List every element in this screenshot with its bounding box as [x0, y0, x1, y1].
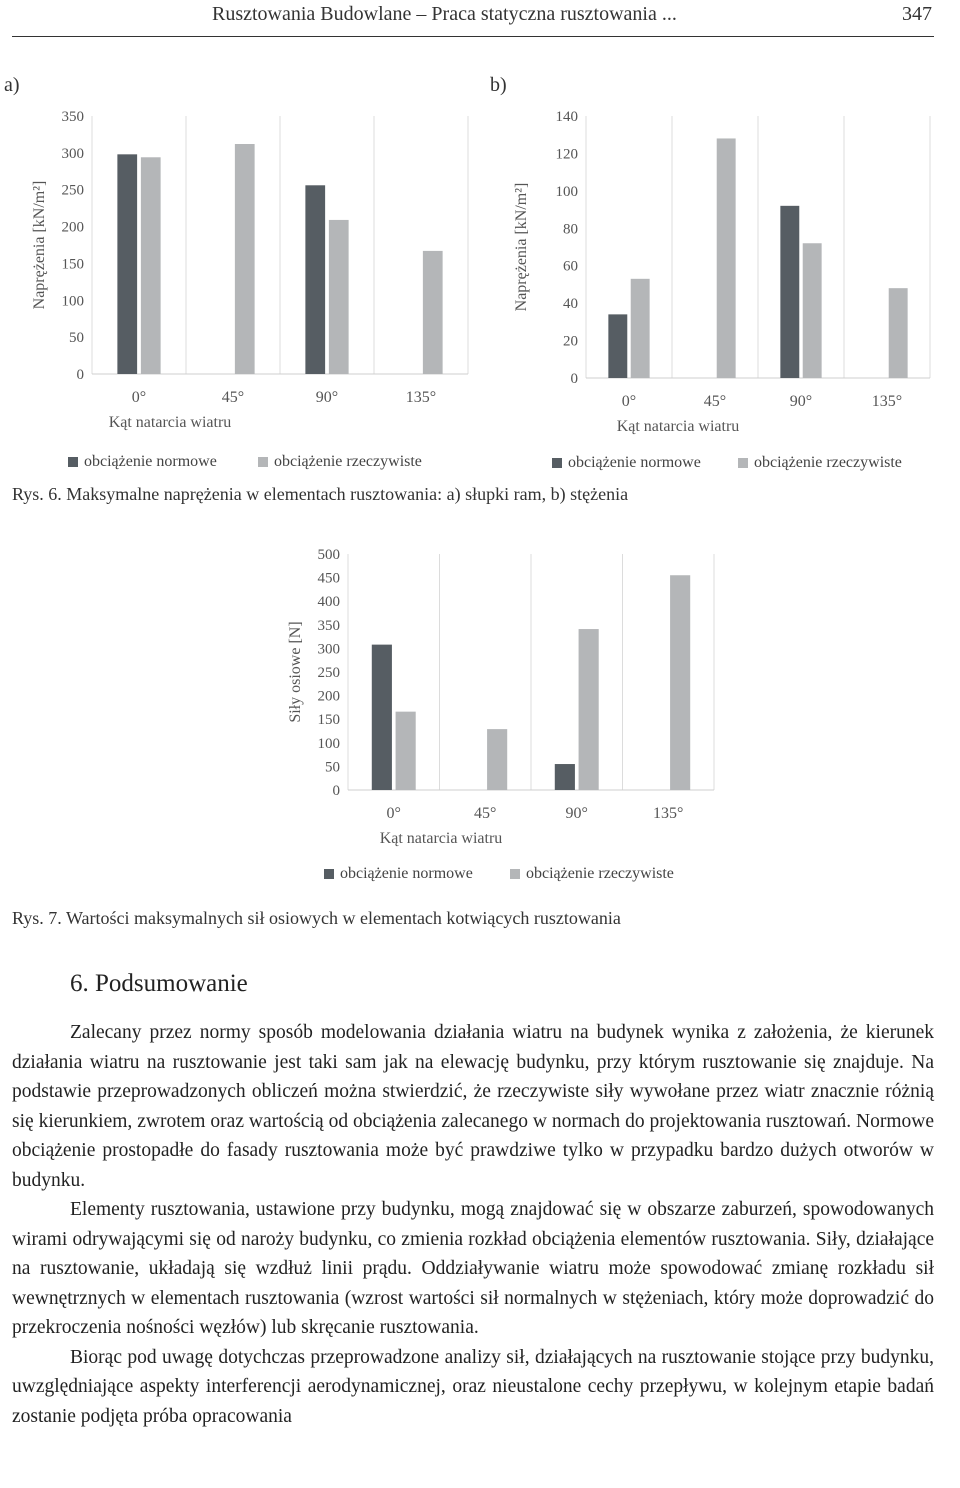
bar-rzeczywiste: [487, 729, 507, 790]
chart-b-bracing-stresses: [508, 96, 932, 478]
y-tick-label: 350: [61, 109, 84, 125]
x-tick-label: 90°: [315, 389, 339, 406]
legend-swatch-rzeczywiste: [510, 869, 520, 879]
legend-swatch-normowe: [68, 457, 78, 467]
x-tick-label: 90°: [565, 805, 588, 822]
section-title: 6. Podsumowanie: [70, 970, 248, 997]
y-tick-label: 300: [61, 145, 84, 162]
y-tick-label: 450: [317, 570, 340, 587]
legend-label: obciążenie rzeczywiste: [754, 454, 902, 471]
x-tick-label: 135°: [871, 393, 903, 410]
legend-swatch-normowe: [552, 458, 562, 468]
x-tick-label: 0°: [621, 393, 637, 410]
y-tick-label: 40: [563, 296, 578, 313]
section-body: [12, 1018, 934, 1431]
bar-rzeczywiste: [631, 279, 650, 378]
legend-label: obciążenie normowe: [340, 865, 473, 882]
bar-rzeczywiste: [889, 288, 908, 378]
y-axis-title: Naprężenia [kN/m²]: [513, 182, 530, 312]
figure-6-caption: Rys. 6. Maksymalne naprężenia w elementach rusztowania: a) słupki ram, b) stężenia: [12, 484, 629, 504]
x-axis-title: Kąt natarcia wiatru: [616, 418, 740, 435]
figure-7-caption: Rys. 7. Wartości maksymalnych sił osiowych w elementach kotwiących rusztowania: [12, 908, 621, 928]
y-tick-label: 120: [555, 146, 578, 163]
running-header-title: Rusztowania Budowlane – Praca statyczna rusztowania ...: [212, 3, 677, 25]
legend-swatch-rzeczywiste: [258, 457, 268, 467]
x-tick-label: 0°: [131, 389, 147, 406]
x-axis-title: Kąt natarcia wiatru: [379, 830, 503, 847]
bar-rzeczywiste: [579, 629, 599, 790]
bar-normowe: [780, 206, 799, 378]
bar-normowe: [305, 185, 325, 374]
legend-label: obciążenie normowe: [568, 454, 701, 471]
y-tick-label: 140: [555, 109, 578, 125]
y-tick-label: 500: [317, 547, 340, 563]
x-tick-label: 90°: [789, 393, 813, 410]
x-tick-label: 45°: [703, 393, 727, 410]
bar-rzeczywiste: [235, 144, 255, 374]
bar-rzeczywiste: [141, 157, 161, 374]
y-tick-label: 0: [76, 367, 84, 383]
legend-swatch-rzeczywiste: [738, 458, 748, 468]
x-tick-label: 135°: [653, 805, 684, 822]
y-tick-label: 400: [317, 594, 340, 611]
running-header: [12, 0, 934, 37]
panel-b-label: b): [490, 74, 507, 96]
bar-normowe: [372, 645, 392, 790]
y-tick-label: 200: [317, 688, 340, 705]
y-tick-label: 50: [325, 759, 340, 776]
legend-label: obciążenie rzeczywiste: [526, 865, 674, 882]
x-tick-label: 45°: [221, 389, 245, 406]
paragraph: Biorąc pod uwagę dotychczas przeprowadzone analizy sił, działających na rusztowanie stojące przy budynku, uwzględniające aspekty interferencji aerodynamicznej, oraz nieustalone cechy przepływu, w kolejnym etapie badań zostanie podjęta próba opracowania: [12, 1346, 934, 1427]
bar-normowe: [555, 764, 575, 790]
legend-swatch-normowe: [324, 869, 334, 879]
y-axis-title: Naprężenia [kN/m²]: [31, 180, 48, 310]
bar-rzeczywiste: [329, 220, 349, 374]
bar-rzeczywiste: [423, 251, 443, 374]
legend-label: obciążenie normowe: [84, 453, 217, 470]
bar-normowe: [608, 314, 627, 378]
bar-rzeczywiste: [717, 138, 736, 378]
y-tick-label: 50: [69, 330, 84, 347]
y-tick-label: 60: [563, 258, 578, 275]
bar-rzeczywiste: [670, 575, 690, 790]
y-tick-label: 100: [555, 183, 578, 200]
chart-a-column-stresses: [24, 96, 470, 478]
bar-normowe: [117, 154, 137, 374]
chart-c-anchor-axial-forces: [274, 538, 734, 892]
x-tick-label: 0°: [386, 805, 401, 822]
page-number: 347: [902, 3, 932, 25]
y-tick-label: 250: [61, 182, 84, 199]
legend-label: obciążenie rzeczywiste: [274, 453, 422, 470]
y-tick-label: 200: [61, 219, 84, 236]
y-tick-label: 100: [61, 293, 84, 310]
x-tick-label: 135°: [405, 389, 437, 406]
bar-rzeczywiste: [803, 243, 822, 378]
y-tick-label: 150: [317, 712, 340, 729]
bar-rzeczywiste: [396, 712, 416, 790]
paragraph: Elementy rusztowania, ustawione przy budynku, mogą znajdować się w obszarze zaburzeń, spowodowanych wirami odrywającymi się od naroży budynku, co zmienia rozkład obciążenia elementów rusztowania. Siły, działające na rusztowanie, układają się wzdłuż linii prądu. Oddziaływanie wiatru może spowodować zmianę rozkładu sił wewnętrznych w elementach rusztowania (wzrost wartości sił normalnych w stężeniach, który może doprowadzić do przekroczenia nośności węzłów) lub skręcanie rusztowania.: [12, 1199, 934, 1338]
y-tick-label: 0: [570, 371, 578, 387]
y-axis-title: Siły osiowe [N]: [287, 621, 304, 723]
y-tick-label: 80: [563, 221, 578, 238]
y-tick-label: 350: [317, 617, 340, 634]
y-tick-label: 300: [317, 641, 340, 658]
y-tick-label: 100: [317, 735, 340, 752]
x-axis-title: Kąt natarcia wiatru: [108, 414, 232, 431]
paragraph: Zalecany przez normy sposób modelowania działania wiatru na budynek wynika z założenia, że kierunek działania wiatru na rusztowanie jest taki sam jak na elewację budynku, przy którym rusztowanie się znajduje. Na podstawie przeprowadzonych obliczeń można stwierdzić, że rzeczywiste siły wywołane przez wiatr znacznie różnią się kierunkiem, zwrotem oraz wartością od obciążenia zalecanego w normach do projektowania rusztowań. Normowe obciążenie prostopadłe do fasady rusztowania może być prawdziwe tylko w przypadku bardzo dużych otworów w budynku.: [12, 1022, 934, 1191]
y-tick-label: 150: [61, 256, 84, 273]
panel-a-label: a): [4, 74, 20, 96]
y-tick-label: 0: [332, 783, 340, 799]
x-tick-label: 45°: [474, 805, 497, 822]
y-tick-label: 250: [317, 665, 340, 681]
y-tick-label: 20: [563, 333, 578, 350]
